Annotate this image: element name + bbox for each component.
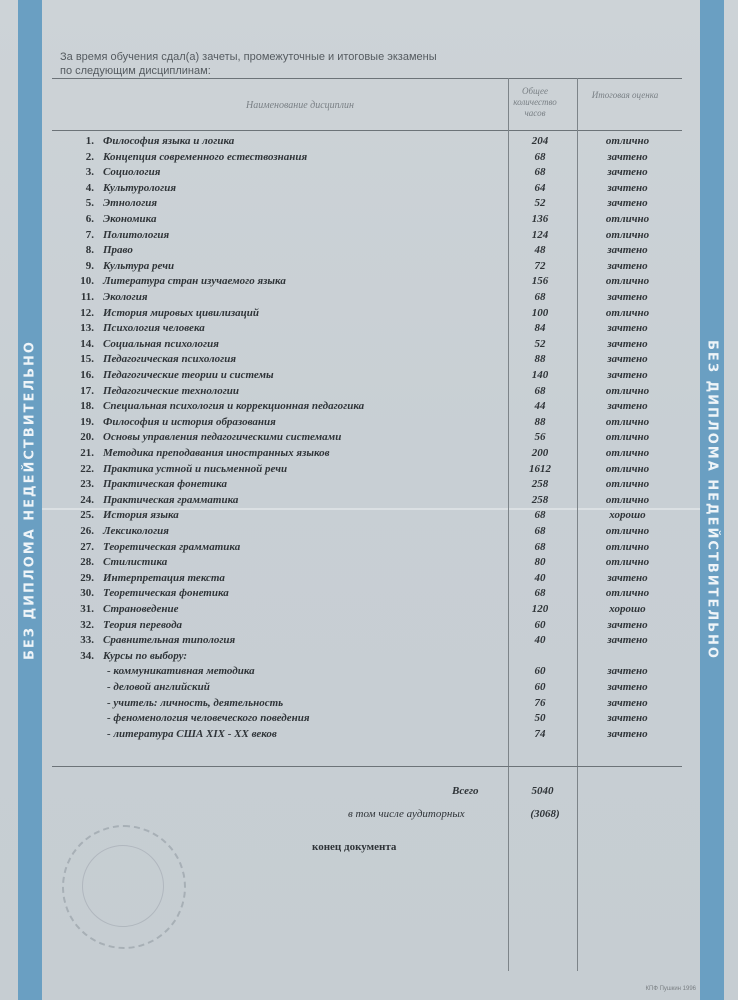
discipline-name: Теория перевода bbox=[103, 618, 183, 631]
discipline-hours: 68 bbox=[534, 291, 546, 303]
discipline-hours: 68 bbox=[534, 384, 546, 397]
discipline-name: Специальная психология и коррекционная педагогика bbox=[103, 400, 365, 413]
discipline-grade: отлично bbox=[605, 587, 650, 600]
row-number: 1. bbox=[85, 135, 94, 147]
discipline-hours: 72 bbox=[534, 259, 546, 272]
side-band-left-text: БЕЗ ДИПЛОМА НЕДЕЙСТВИТЕЛЬНО bbox=[22, 340, 38, 660]
discipline-name: Право bbox=[103, 244, 133, 257]
row-number: 30. bbox=[80, 587, 94, 600]
discipline-name: Культура речи bbox=[103, 259, 175, 272]
discipline-grade: зачтено bbox=[607, 353, 648, 366]
discipline-name: Педагогическая психология bbox=[103, 353, 237, 366]
discipline-name: История мировых цивилизаций bbox=[103, 306, 260, 319]
row-number: 28. bbox=[80, 556, 94, 569]
discipline-grade: зачтено bbox=[607, 400, 648, 413]
elective-grade: зачтено bbox=[607, 727, 648, 740]
discipline-grade: отлично bbox=[605, 478, 650, 491]
intro-text bbox=[60, 50, 480, 78]
discipline-grade: отлично bbox=[605, 306, 650, 319]
discipline-grade: зачтено bbox=[607, 618, 648, 631]
discipline-hours: 68 bbox=[534, 166, 546, 179]
discipline-hours: 120 bbox=[531, 603, 549, 615]
discipline-hours: 1612 bbox=[529, 462, 551, 475]
discipline-hours: 64 bbox=[534, 181, 546, 194]
table-bottom-rule bbox=[52, 766, 682, 767]
discipline-grade: хорошо bbox=[609, 509, 646, 522]
row-number: 9. bbox=[85, 259, 94, 272]
discipline-hours: 156 bbox=[531, 275, 549, 288]
discipline-grade: отлично bbox=[605, 228, 650, 241]
row-number: 14. bbox=[80, 337, 94, 350]
discipline-grade: хорошо bbox=[609, 603, 646, 615]
elective-grade: зачтено bbox=[607, 696, 648, 709]
discipline-hours: 44 bbox=[534, 400, 546, 413]
discipline-hours: 136 bbox=[531, 213, 549, 225]
discipline-name: Философия и история образования bbox=[103, 415, 276, 428]
row-number: 3. bbox=[85, 166, 94, 179]
auditory-value: (3068) bbox=[530, 808, 560, 820]
elective-hours: 60 bbox=[534, 681, 546, 693]
header-total-hours: Общее количество часов bbox=[513, 86, 557, 118]
elective-name: - литература США XIX - XX веков bbox=[107, 727, 277, 740]
elective-grade: зачтено bbox=[607, 681, 648, 693]
discipline-grade: зачтено bbox=[607, 166, 648, 179]
discipline-hours: 258 bbox=[531, 478, 549, 491]
discipline-hours: 68 bbox=[534, 150, 546, 163]
discipline-grade: зачтено bbox=[607, 150, 648, 163]
faded-seal-stamp bbox=[62, 825, 186, 949]
discipline-name: Экология bbox=[103, 291, 148, 303]
elective-hours: 76 bbox=[534, 696, 546, 709]
discipline-name: Политология bbox=[103, 228, 170, 241]
table-row bbox=[0, 650, 738, 666]
row-number: 13. bbox=[80, 322, 94, 335]
discipline-hours: 88 bbox=[534, 353, 546, 366]
table-row bbox=[0, 369, 738, 385]
discipline-grade: отлично bbox=[605, 384, 650, 397]
row-number: 11. bbox=[80, 291, 94, 303]
table-row bbox=[0, 244, 738, 260]
row-number: 8. bbox=[85, 244, 94, 257]
row-number: 10. bbox=[80, 275, 94, 288]
side-band-right-text: БЕЗ ДИПЛОМА НЕДЕЙСТВИТЕЛЬНО bbox=[704, 340, 720, 660]
discipline-grade: отлично bbox=[605, 275, 650, 288]
elective-row bbox=[0, 728, 738, 744]
row-number: 2. bbox=[85, 150, 94, 163]
row-number: 31. bbox=[80, 603, 94, 615]
row-number: 34. bbox=[80, 649, 94, 662]
discipline-grade: зачтено bbox=[607, 197, 648, 210]
table-row bbox=[0, 603, 738, 619]
discipline-name: Философия языка и логика bbox=[103, 135, 235, 147]
discipline-hours: 124 bbox=[531, 228, 549, 241]
table-row bbox=[0, 572, 738, 588]
discipline-grade: зачтено bbox=[607, 322, 648, 335]
elective-hours: 74 bbox=[534, 727, 546, 740]
discipline-grade: зачтено bbox=[607, 369, 648, 381]
row-number: 27. bbox=[80, 540, 94, 553]
discipline-name: Теоретическая грамматика bbox=[103, 540, 241, 553]
table-row bbox=[0, 307, 738, 323]
table-row bbox=[0, 260, 738, 276]
row-number: 20. bbox=[80, 431, 94, 444]
discipline-grade: зачтено bbox=[607, 571, 648, 584]
intro-line-2: по следующим дисциплинам: bbox=[60, 65, 211, 77]
discipline-name: Педагогические технологии bbox=[103, 384, 240, 397]
discipline-name: Сравнительная типология bbox=[103, 634, 236, 647]
printer-note: КПФ Пушкин 1996 bbox=[645, 986, 696, 992]
elective-hours: 50 bbox=[534, 712, 546, 725]
discipline-grade: отлично bbox=[605, 213, 650, 225]
elective-row bbox=[0, 697, 738, 713]
elective-name: - коммуникативная методика bbox=[107, 665, 255, 678]
discipline-name: Практическая грамматика bbox=[103, 493, 239, 506]
discipline-name: Концепция современного естествознания bbox=[103, 150, 308, 163]
discipline-hours: 200 bbox=[531, 447, 549, 459]
discipline-name: Практическая фонетика bbox=[103, 478, 227, 491]
discipline-hours: 68 bbox=[534, 525, 546, 537]
table-row bbox=[0, 166, 738, 182]
discipline-grade: отлично bbox=[605, 525, 650, 537]
intro-line-1: За время обучения сдал(а) зачеты, промежуточные и итоговые экзамены bbox=[60, 51, 437, 63]
discipline-grade: зачтено bbox=[607, 634, 648, 647]
discipline-hours: 88 bbox=[534, 415, 546, 428]
table-row bbox=[0, 338, 738, 354]
discipline-grade: отлично bbox=[605, 447, 650, 459]
table-row bbox=[0, 135, 738, 151]
discipline-hours: 258 bbox=[531, 493, 549, 506]
discipline-grade: зачтено bbox=[607, 291, 648, 303]
discipline-name: Методика преподавания иностранных языков bbox=[103, 447, 330, 459]
row-number: 32. bbox=[80, 618, 94, 631]
discipline-name: Основы управления педагогическими системами bbox=[103, 431, 342, 444]
table-row bbox=[0, 400, 738, 416]
row-number: 18. bbox=[80, 400, 94, 413]
table-header-rule bbox=[52, 130, 682, 131]
discipline-hours: 84 bbox=[534, 322, 546, 335]
table-row bbox=[0, 556, 738, 572]
discipline-hours: 68 bbox=[534, 509, 546, 522]
discipline-name: Интерпретация текста bbox=[103, 571, 225, 584]
table-row bbox=[0, 353, 738, 369]
discipline-name: Педагогические теории и системы bbox=[103, 369, 274, 381]
discipline-grade: зачтено bbox=[607, 244, 648, 257]
discipline-hours: 40 bbox=[534, 571, 546, 584]
discipline-name: Курсы по выбору: bbox=[103, 649, 188, 662]
discipline-name: Практика устной и письменной речи bbox=[103, 462, 288, 475]
table-row bbox=[0, 525, 738, 541]
table-row bbox=[0, 291, 738, 307]
discipline-grade: отлично bbox=[605, 556, 650, 569]
total-label: Всего bbox=[452, 785, 479, 797]
discipline-grade: отлично bbox=[605, 431, 650, 444]
discipline-hours: 52 bbox=[534, 197, 546, 210]
discipline-name: Культурология bbox=[103, 181, 176, 194]
table-row bbox=[0, 634, 738, 650]
table-row bbox=[0, 494, 738, 510]
table-row bbox=[0, 541, 738, 557]
total-value: 5040 bbox=[531, 785, 554, 797]
table-row bbox=[0, 431, 738, 447]
row-number: 6. bbox=[85, 213, 94, 225]
auditory-label: в том числе аудиторных bbox=[348, 808, 465, 820]
table-row bbox=[0, 385, 738, 401]
discipline-grade: отлично bbox=[605, 135, 650, 147]
discipline-name: Социология bbox=[103, 166, 161, 179]
discipline-hours: 204 bbox=[531, 135, 549, 147]
discipline-name: Экономика bbox=[103, 213, 157, 225]
discipline-grade: зачтено bbox=[607, 259, 648, 272]
row-number: 5. bbox=[85, 197, 94, 210]
table-row bbox=[0, 197, 738, 213]
discipline-hours: 40 bbox=[534, 634, 546, 647]
discipline-grade: зачтено bbox=[607, 337, 648, 350]
end-of-document-note: конец документа bbox=[312, 841, 397, 853]
discipline-hours: 52 bbox=[534, 337, 546, 350]
elective-name: - учитель: личность, деятельность bbox=[107, 696, 284, 709]
discipline-hours: 48 bbox=[534, 244, 546, 257]
elective-name: - деловой английский bbox=[107, 681, 210, 693]
header-final-grade: Итоговая оценка bbox=[591, 90, 659, 100]
row-number: 17. bbox=[80, 384, 94, 397]
elective-row bbox=[0, 665, 738, 681]
discipline-hours: 68 bbox=[534, 540, 546, 553]
table-row bbox=[0, 509, 738, 525]
row-number: 15. bbox=[80, 353, 94, 366]
row-number: 4. bbox=[85, 181, 94, 194]
row-number: 24. bbox=[80, 493, 94, 506]
row-number: 23. bbox=[80, 478, 94, 491]
discipline-hours: 60 bbox=[534, 618, 546, 631]
discipline-hours: 68 bbox=[534, 587, 546, 600]
elective-hours: 60 bbox=[534, 665, 546, 678]
discipline-name: Литература стран изучаемого языка bbox=[103, 275, 286, 288]
discipline-name: Социальная психология bbox=[103, 337, 219, 350]
discipline-name: Этнология bbox=[103, 197, 158, 210]
discipline-hours: 100 bbox=[531, 306, 549, 319]
elective-grade: зачтено bbox=[607, 712, 648, 725]
table-row bbox=[0, 151, 738, 167]
table-row bbox=[0, 416, 738, 432]
table-row bbox=[0, 182, 738, 198]
table-top-rule bbox=[52, 78, 682, 79]
discipline-name: Стилистика bbox=[103, 556, 168, 569]
elective-grade: зачтено bbox=[607, 665, 648, 678]
header-discipline-name: Наименование дисциплин bbox=[246, 100, 354, 111]
discipline-name: Лексикология bbox=[103, 525, 169, 537]
discipline-name: Страноведение bbox=[103, 603, 179, 615]
discipline-hours: 140 bbox=[531, 369, 549, 381]
row-number: 21. bbox=[80, 447, 94, 459]
discipline-grade: зачтено bbox=[607, 181, 648, 194]
discipline-name: Психология человека bbox=[103, 322, 205, 335]
row-number: 26. bbox=[80, 525, 94, 537]
row-number: 19. bbox=[80, 415, 94, 428]
discipline-grade: отлично bbox=[605, 415, 650, 428]
row-number: 16. bbox=[80, 369, 94, 381]
row-number: 33. bbox=[80, 634, 94, 647]
row-number: 25. bbox=[80, 509, 94, 522]
discipline-name: Теоретическая фонетика bbox=[103, 587, 229, 600]
row-number: 7. bbox=[85, 228, 94, 241]
table-row bbox=[0, 619, 738, 635]
table-row bbox=[0, 275, 738, 291]
discipline-hours: 56 bbox=[534, 431, 546, 444]
discipline-grade: отлично bbox=[605, 462, 650, 475]
table-row bbox=[0, 322, 738, 338]
table-row bbox=[0, 587, 738, 603]
row-number: 22. bbox=[80, 462, 94, 475]
table-row bbox=[0, 229, 738, 245]
table-row bbox=[0, 463, 738, 479]
elective-name: - феноменология человеческого поведения bbox=[107, 712, 310, 725]
elective-row bbox=[0, 712, 738, 728]
discipline-name: История языка bbox=[103, 509, 179, 522]
table-row bbox=[0, 478, 738, 494]
row-number: 12. bbox=[80, 306, 94, 319]
discipline-grade: отлично bbox=[605, 493, 650, 506]
table-row bbox=[0, 447, 738, 463]
discipline-hours: 80 bbox=[534, 556, 546, 569]
elective-row bbox=[0, 681, 738, 697]
row-number: 29. bbox=[80, 571, 94, 584]
discipline-grade: отлично bbox=[605, 540, 650, 553]
table-row bbox=[0, 213, 738, 229]
